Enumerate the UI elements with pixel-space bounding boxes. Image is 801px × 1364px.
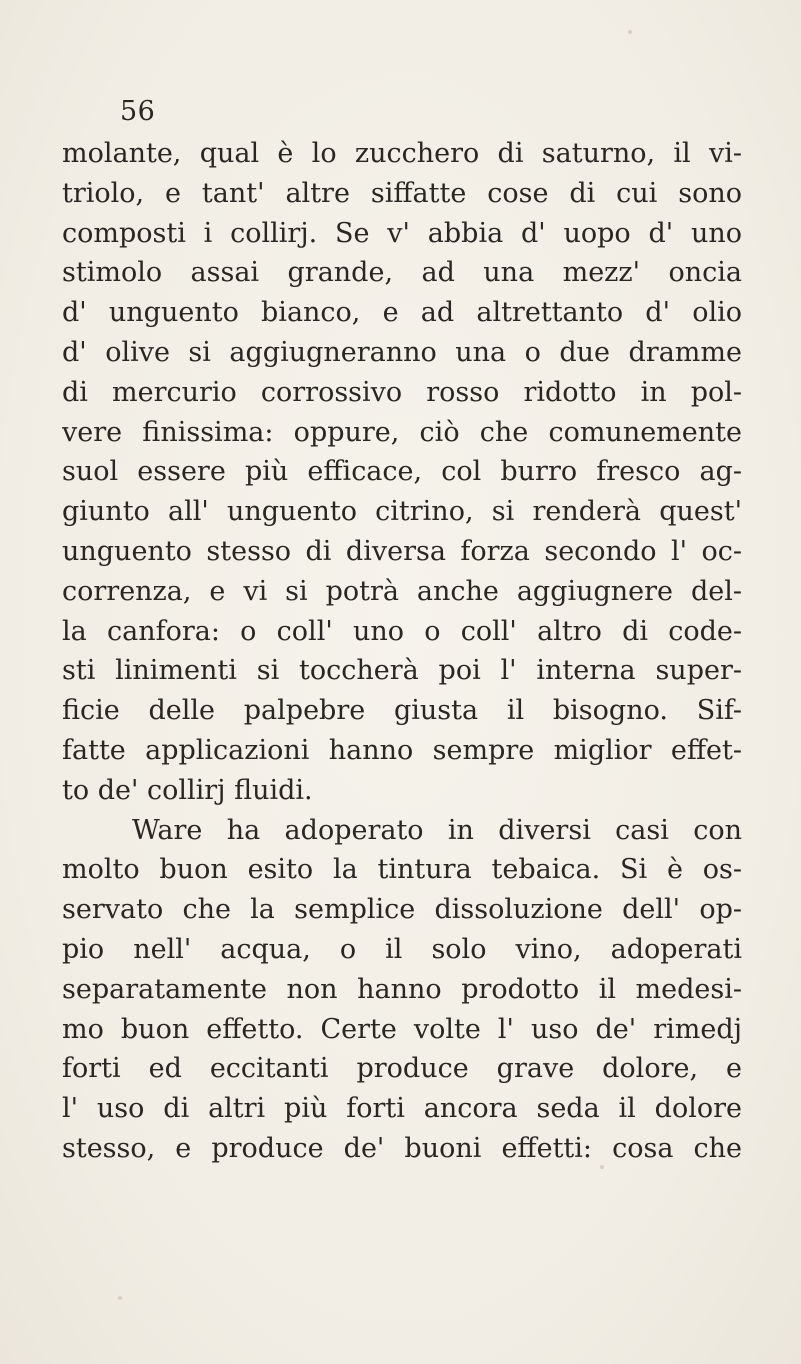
text-line: suol essere più efficace, col burro fresco ag- [62, 456, 742, 488]
text-line: sti linimenti si toccherà poi l' interna super- [62, 655, 742, 687]
text-line: la canfora: o coll' uno o coll' altro di code- [62, 615, 742, 647]
text-line: molante, qual è lo zucchero di saturno, il vi- [62, 138, 742, 169]
text-line: giunto all' unguento citrino, si renderà quest' [62, 496, 742, 528]
paper-speck [600, 1165, 604, 1169]
paragraph-first-line: Ware ha adoperato in diversi casi con [132, 814, 742, 846]
text-line: d' olive si aggiugneranno una o due dramme [62, 336, 742, 368]
text-line: fatte applicazioni hanno sempre miglior effet- [62, 734, 742, 766]
page-number: 56 [120, 96, 156, 127]
text-line: molto buon esito la tintura tebaica. Si è os- [62, 854, 742, 886]
text-line: vere finissima: oppure, ciò che comunemente [62, 416, 742, 448]
text-line: forti ed eccitanti produce grave dolore, e [62, 1053, 742, 1085]
text-line: correnza, e vi si potrà anche aggiugnere del- [62, 575, 742, 607]
text-line: mo buon effetto. Certe volte l' uso de' rimedj [62, 1013, 742, 1045]
text-line: ficie delle palpebre giusta il bisogno. Sif- [62, 695, 742, 727]
text-line: d' unguento bianco, e ad altrettanto d' olio [62, 297, 742, 329]
text-line: composti i collirj. Se v' abbia d' uopo d' uno [62, 217, 742, 249]
text-line: pio nell' acqua, o il solo vino, adoperati [62, 933, 742, 965]
body-text [62, 134, 742, 1169]
text-line: to de' collirj fluidi. [62, 774, 313, 806]
text-line: unguento stesso di diversa forza secondo l' oc- [62, 535, 742, 567]
paper-speck [628, 30, 632, 34]
text-line: stimolo assai grande, ad una mezz' oncia [62, 257, 742, 289]
text-line: stesso, e produce de' buoni effetti: cosa che [62, 1132, 742, 1164]
text-line: triolo, e tant' altre siffatte cose di cui sono [62, 177, 742, 209]
paper-speck [118, 1296, 122, 1300]
text-line: l' uso di altri più forti ancora seda il dolore [62, 1093, 742, 1125]
text-line: di mercurio corrossivo rosso ridotto in pol- [62, 376, 742, 408]
text-line: servato che la semplice dissoluzione dell' op- [62, 894, 742, 926]
text-line: separatamente non hanno prodotto il medesi- [62, 973, 742, 1005]
